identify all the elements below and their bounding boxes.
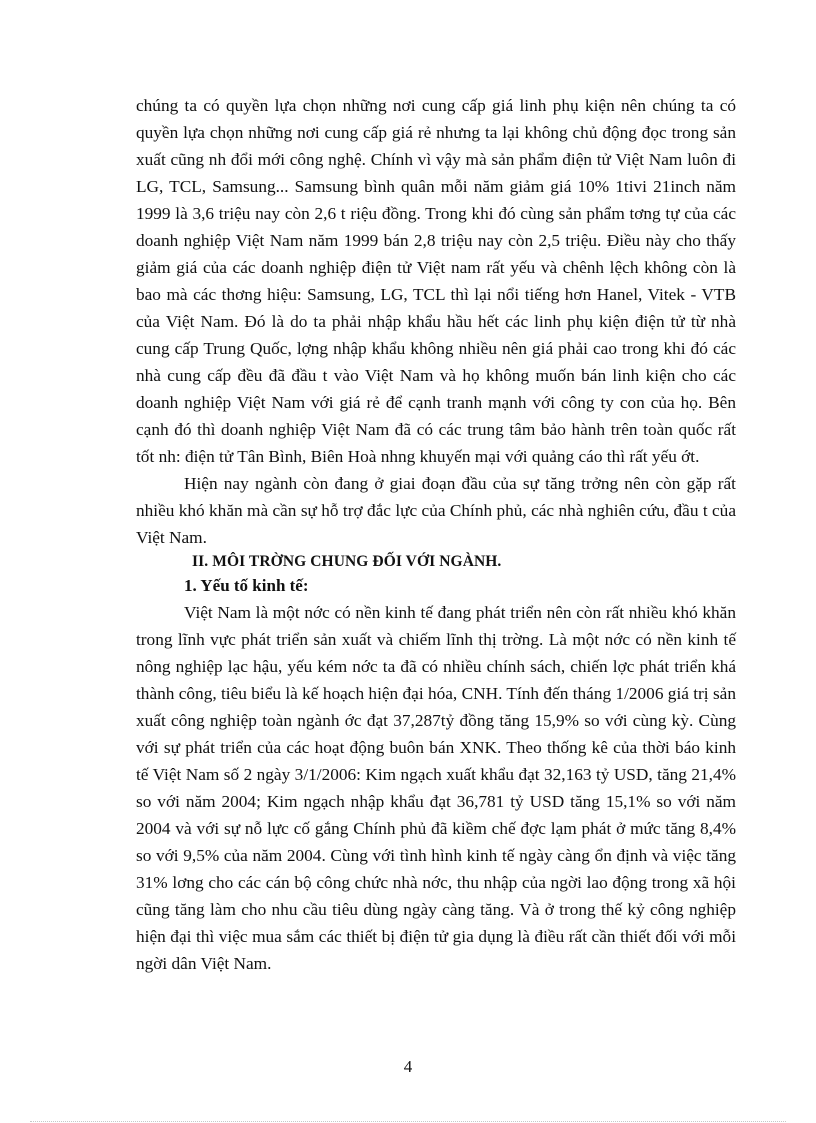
body-text bbox=[136, 92, 736, 977]
page-number: 4 bbox=[403, 1057, 413, 1076]
page-bottom-divider bbox=[30, 1121, 786, 1122]
paragraph-economic-factors: Việt Nam là một nớc có nền kinh tế đang phát triển nên còn rất nhiều khó khăn trong lĩnh vực phát triển sản xuất và chiếm lĩnh thị trờng. Là một nớc có nền kinh tế nông nghiệp lạc hậu, yếu kém nớc ta đã có nhiều chính sách, chiến lợc phát triển khá thành công, tiêu biểu là kế hoạch hiện đại hóa, CNH. Tính đến tháng 1/2006 giá trị sản xuất công nghiệp toàn ngành ớc đạt 37,287tỷ đồng tăng 15,9% so với cùng kỳ. Cùng với sự phát triển của các hoạt động buôn bán XNK. Theo thống kê của thời báo kinh tế Việt Nam số 2 ngày 3/1/2006: Kim ngạch xuất khẩu đạt 32,163 tỷ USD, tăng 21,4% so với năm 2004; Kim ngạch nhập khẩu đạt 36,781 tỷ USD tăng 15,1% so với năm 2004 và với sự nỗ lực cố gắng Chính phủ đã kiềm chế đợc lạm phát ở mức tăng 8,4% so với 9,5% của năm 2004. Cùng với tình hình kinh tế ngày càng ổn định và việc tăng 31% lơng cho các cán bộ công chức nhà nớc, thu nhập của ngời lao động trong xã hội cũng tăng làm cho nhu cầu tiêu dùng ngày càng tăng. Và ở trong thế kỷ công nghiệp hiện đại thì việc mua sắm các thiết bị điện tử gia dụng là điều rất cần thiết đối với mỗi ngời dân Việt Nam. bbox=[136, 603, 736, 973]
section-heading: II. MÔI TRỜNG CHUNG ĐỐI VỚI NGÀNH. bbox=[192, 553, 502, 570]
paragraph-industry-stage: Hiện nay ngành còn đang ở giai đoạn đầu của sự tăng trởng nên còn gặp rất nhiều khó khăn mà cần sự hỗ trợ đắc lực của Chính phủ, các nhà nghiên cứu, đầu t của Việt Nam. bbox=[136, 474, 736, 547]
subsection-heading: 1. Yếu tố kinh tế: bbox=[184, 576, 309, 595]
paragraph-price-competition: chúng ta có quyền lựa chọn những nơi cung cấp giá linh phụ kiện nên chúng ta có quyền lựa chọn những nơi cung cấp giá rẻ nhưng ta lại không chủ động đọc trong sản xuất cũng nh đổi mới công nghệ. Chính vì vậy mà sản phẩm điện tử Việt Nam luôn đi LG, TCL, Samsung... Samsung bình quân mỗi năm giảm giá 10% 1tivi 21inch năm 1999 là 3,6 triệu nay còn 2,6 t riệu đồng. Trong khi đó cùng sản phẩm tơng tự của các doanh nghiệp Việt Nam năm 1999 bán 2,8 triệu nay còn 2,5 triệu. Điều này cho thấy giảm giá của các doanh nghiệp điện tử Việt nam rất yếu và chênh lệch không còn là bao mà các thơng hiệu: Samsung, LG, TCL thì lại nổi tiếng hơn Hanel, Vitek - VTB của Việt Nam. Đó là do ta phải nhập khẩu hầu hết các linh phụ kiện điện tử từ nhà cung cấp Trung Quốc, lợng nhập khẩu không nhiều nên giá phải cao trong khi đó các nhà cung cấp đều đã đầu t vào Việt Nam và họ không muốn bán linh kiện cho các doanh nghiệp Việt Nam với giá rẻ để cạnh tranh mạnh với công ty con của họ. Bên cạnh đó thì doanh nghiệp Việt Nam đã có các trung tâm bảo hành trên toàn quốc rất tốt nh: điện tử Tân Bình, Biên Hoà nhng khuyến mại với quảng cáo thì rất yếu ớt. bbox=[136, 96, 736, 466]
